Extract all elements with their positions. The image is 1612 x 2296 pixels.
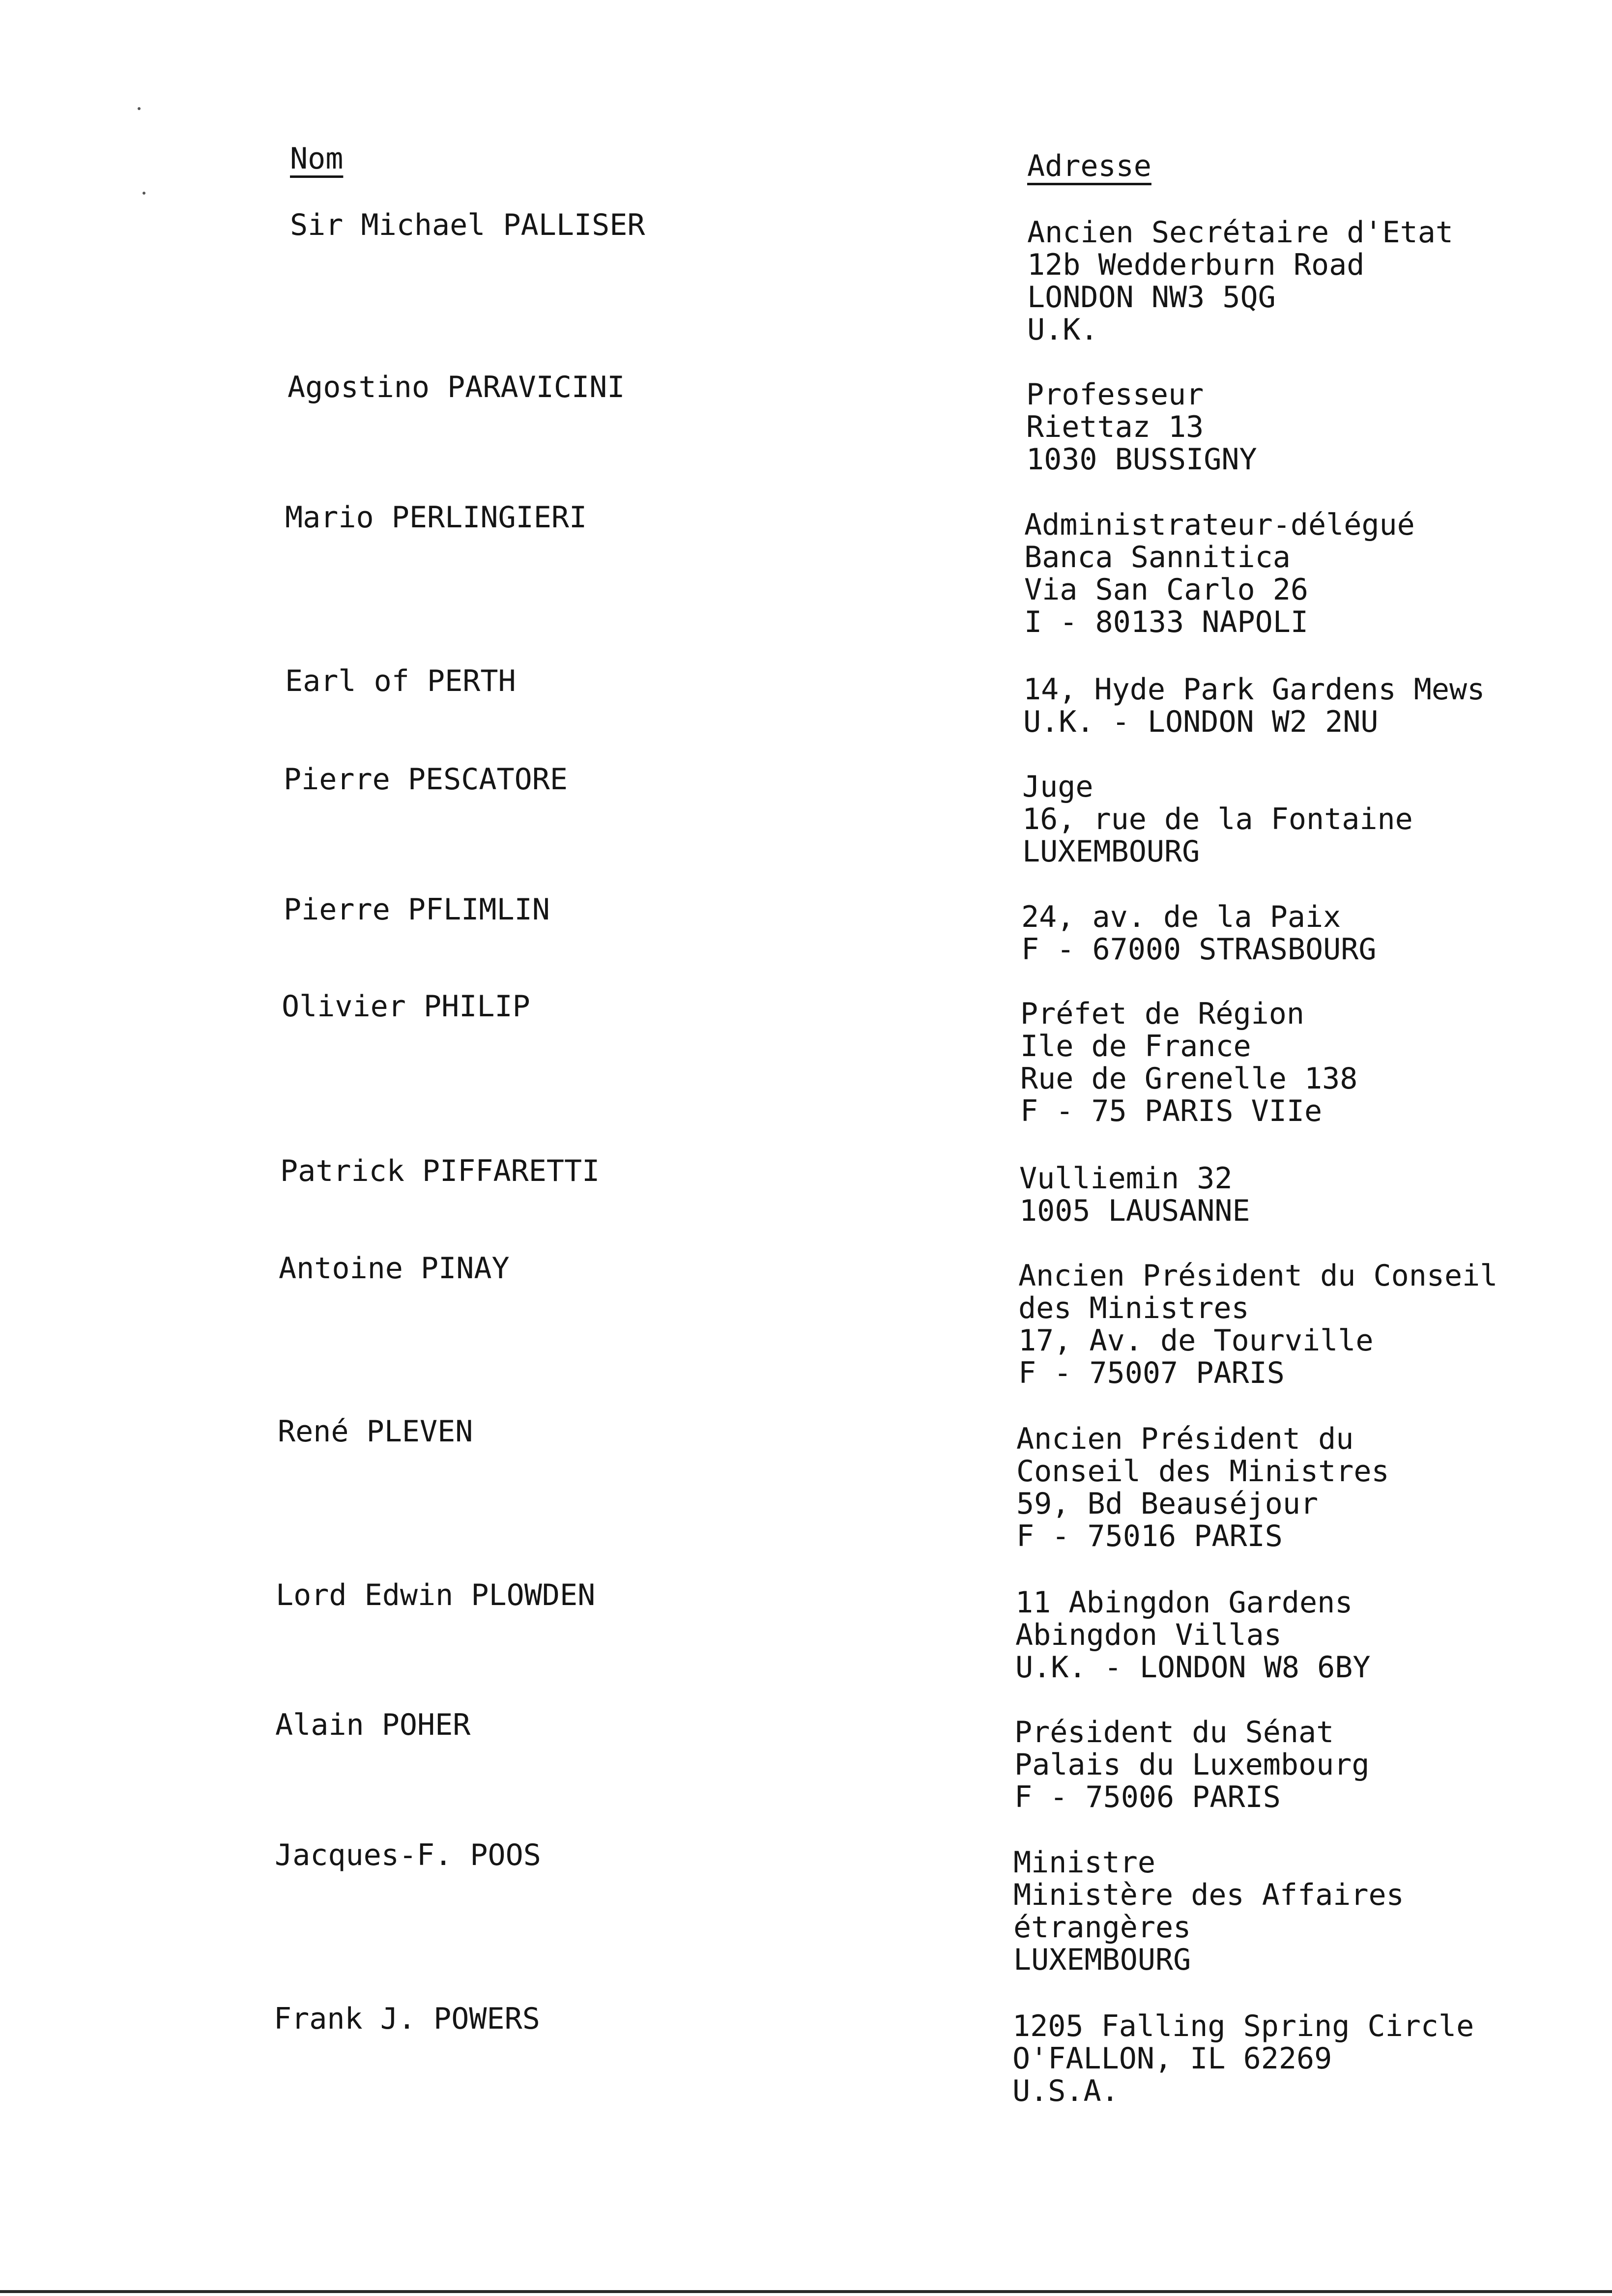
address-line: Professeur [1026,377,1204,412]
address-line: Conseil des Ministres [1016,1454,1389,1489]
scan-speck [138,107,141,110]
list-item [273,1415,961,1448]
page-bottom-rule [0,2290,1612,2293]
address-line: Ile de France [1020,1029,1251,1063]
person-name: Alain POHER [275,1708,471,1742]
person-name: Earl of PERTH [285,664,516,698]
address-line: Ministre [1013,1845,1155,1880]
address-block [1021,901,1578,966]
address-block [1022,771,1578,868]
address-line: 1030 BUSSIGNY [1026,442,1257,477]
address-block [1015,1586,1578,1684]
address-line: 1005 LAUSANNE [1019,1194,1250,1228]
address-line: 11 Abingdon Gardens [1015,1585,1353,1620]
list-item [273,1155,961,1187]
name-column [273,0,961,2296]
address-line: Banca Sannitica [1024,540,1291,574]
scan-speck [143,192,145,195]
person-name: René PLEVEN [278,1414,473,1449]
address-line: Ancien Secrétaire d'Etat [1027,215,1453,250]
address-line: O'FALLON, IL 62269 [1012,2041,1332,2076]
list-item [273,501,961,534]
address-block [1024,509,1578,638]
name-column-header: Nom [290,142,344,176]
person-name: Mario PERLINGIERI [285,500,587,535]
list-item [273,2003,961,2035]
address-line: LONDON NW3 5QG [1027,280,1276,315]
person-name: Pierre PFLIMLIN [284,892,550,927]
list-item [273,893,961,926]
address-block [1018,1260,1578,1389]
list-item [273,990,961,1023]
address-line: Riettaz 13 [1026,410,1204,444]
person-name: Sir Michael PALLISER [290,208,645,242]
address-line: LUXEMBOURG [1013,1943,1191,1977]
address-line: 1205 Falling Spring Circle [1012,2009,1474,2043]
address-line: Vulliemin 32 [1019,1161,1233,1196]
address-line: 14, Hyde Park Gardens Mews [1023,672,1485,707]
address-line: 16, rue de la Fontaine [1022,802,1413,836]
address-column [1012,0,1578,2296]
address-line: U.K. [1027,313,1098,347]
address-block [1013,1846,1578,1976]
person-name: Antoine PINAY [279,1251,510,1286]
list-item [273,763,961,796]
address-block [1027,216,1578,346]
address-line: I - 80133 NAPOLI [1024,605,1308,639]
address-block [1012,2010,1578,2107]
person-name: Pierre PESCATORE [284,762,568,797]
address-line: 59, Bd Beauséjour [1016,1487,1319,1521]
address-line: Préfet de Région [1020,997,1304,1031]
address-line: des Ministres [1018,1291,1249,1325]
address-block [1023,673,1578,738]
address-line: 12b Wedderburn Road [1027,248,1365,282]
address-line: Juge [1022,770,1094,804]
list-item [273,209,961,241]
address-block [1019,1162,1578,1227]
address-line: 24, av. de la Paix [1021,900,1341,934]
list-item [273,1579,961,1611]
list-item [273,665,961,697]
address-line: U.K. - LONDON W2 2NU [1023,705,1379,739]
address-block [1020,998,1578,1127]
address-line: Via San Carlo 26 [1024,573,1308,607]
person-name: Jacques-F. POOS [275,1838,541,1872]
person-name: Agostino PARAVICINI [288,370,625,404]
person-name: Lord Edwin PLOWDEN [276,1578,596,1612]
address-line: Ancien Président du Conseil [1018,1259,1498,1293]
list-item [273,1252,961,1285]
list-item [273,1839,961,1871]
address-line: F - 75006 PARIS [1014,1780,1281,1814]
address-block [1014,1716,1578,1813]
address-line: F - 75016 PARIS [1016,1519,1283,1553]
address-line: Administrateur-délégué [1024,508,1415,542]
list-item [273,371,961,403]
address-column-header: Adresse [1027,149,1151,183]
address-line: U.K. - LONDON W8 6BY [1015,1650,1371,1685]
address-line: F - 75 PARIS VIIe [1020,1094,1323,1128]
address-line: Abingdon Villas [1015,1618,1282,1652]
address-line: Palais du Luxembourg [1014,1748,1370,1782]
address-line: Ministère des Affaires [1013,1878,1404,1912]
person-name: Olivier PHILIP [282,989,530,1024]
address-line: 17, Av. de Tourville [1018,1323,1374,1358]
address-block [1016,1423,1578,1552]
address-line: Président du Sénat [1014,1715,1334,1750]
address-line: U.S.A. [1012,2074,1119,2108]
address-line: F - 67000 STRASBOURG [1021,932,1377,967]
address-line: étrangères [1013,1910,1191,1945]
address-line: Ancien Président du [1016,1422,1354,1456]
address-block [1026,378,1578,476]
list-item [273,1709,961,1741]
address-line: F - 75007 PARIS [1018,1356,1285,1390]
address-line: Rue de Grenelle 138 [1020,1062,1358,1096]
person-name: Patrick PIFFARETTI [280,1154,600,1188]
address-line: LUXEMBOURG [1022,834,1200,869]
person-name: Frank J. POWERS [274,2002,540,2036]
